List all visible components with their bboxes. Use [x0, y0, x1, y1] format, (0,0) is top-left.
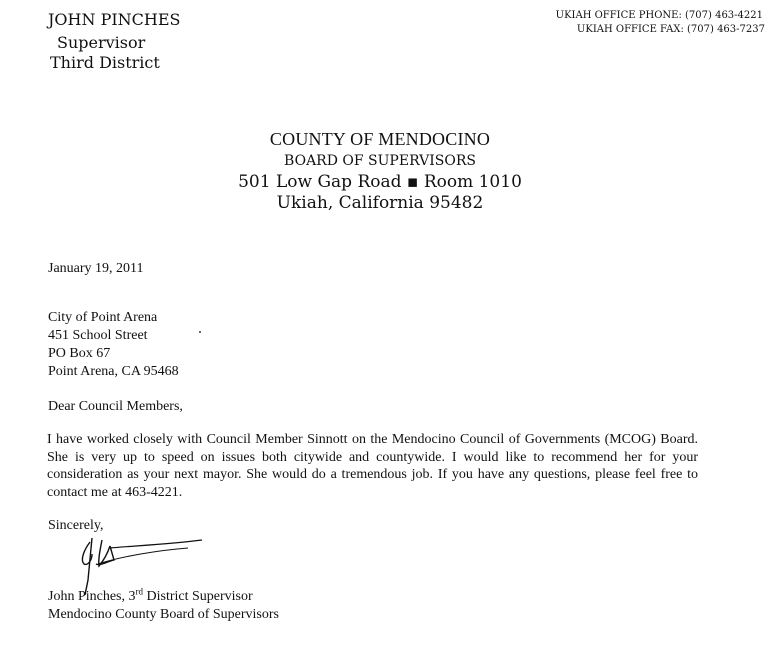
signatory-organization: Mendocino County Board of Supervisors	[48, 607, 279, 622]
office-fax: UKIAH OFFICE FAX: (707) 463-7237	[576, 24, 765, 35]
city-address: Ukiah, California 95482	[276, 193, 484, 213]
recipient-line-2: 451 School Street	[48, 328, 148, 343]
board-name: BOARD OF SUPERVISORS	[284, 153, 476, 169]
sender-district: Third District	[50, 53, 160, 72]
signatory-name-text: John Pinches, 3	[48, 589, 136, 604]
handwritten-signature	[62, 520, 212, 595]
recipient-line-3: PO Box 67	[48, 346, 111, 361]
body-paragraph: I have worked closely with Council Member Sinnott on the Mendocino Council of Governments (MCOG) Board. She is very up to speed on issues both citywide and countywide. I would like to recommend her for your consideration as your next mayor. She would do a tremendous job. If you have any questions, please feel free to contact me at 463-4221.	[47, 432, 698, 500]
recipient-line-1: City of Point Arena	[48, 310, 158, 325]
street-address: 501 Low Gap Road ▪ Room 1010	[238, 172, 522, 192]
recipient-line-4: Point Arena, CA 95468	[48, 364, 179, 379]
ordinal-suffix: rd	[135, 586, 143, 597]
greeting: Dear Council Members,	[48, 399, 183, 414]
letter-date: January 19, 2011	[48, 261, 144, 276]
office-phone: UKIAH OFFICE PHONE: (707) 463-4221	[555, 10, 763, 21]
stray-mark	[199, 331, 201, 333]
sender-name: JOHN PINCHES	[48, 10, 181, 29]
county-name: COUNTY OF MENDOCINO	[269, 129, 491, 149]
closing: Sincerely,	[48, 518, 104, 533]
sender-title: Supervisor	[57, 33, 146, 52]
signatory-role-text: District Supervisor	[143, 589, 253, 604]
signatory-name	[48, 586, 253, 605]
